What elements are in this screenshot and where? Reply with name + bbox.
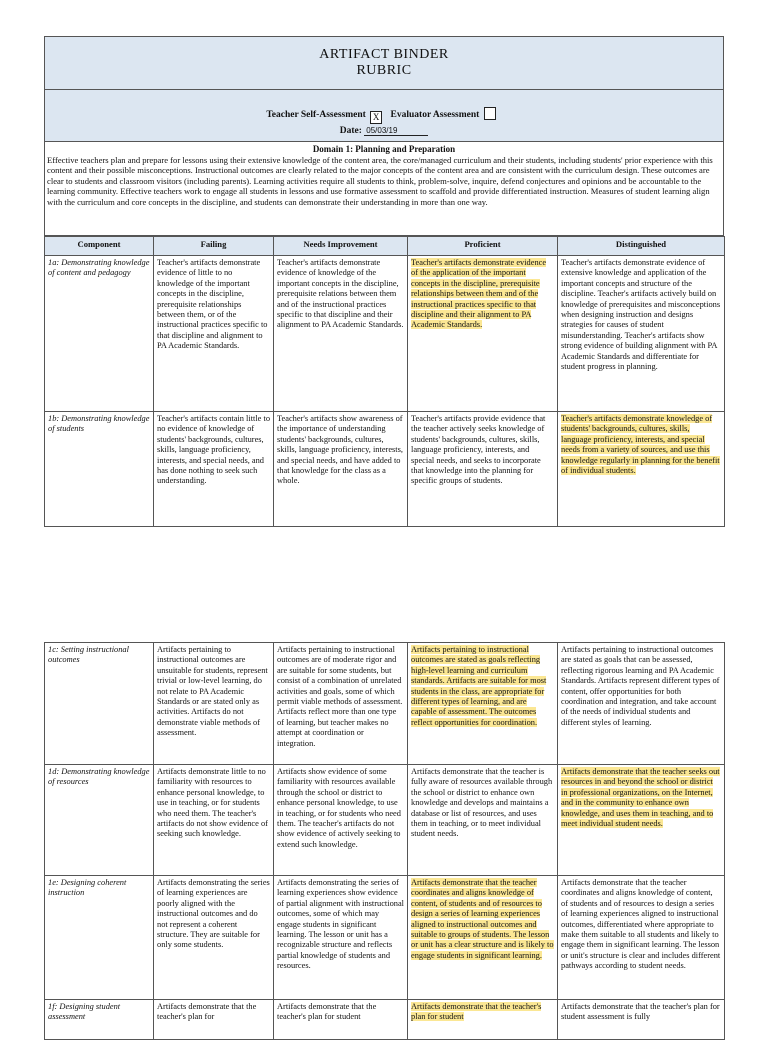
table-row [45, 1000, 725, 1040]
col-proficient: Proficient [408, 237, 558, 256]
needs-improvement-cell: Artifacts pertaining to instructional outcomes are of moderate rigor and are suitable for some students, but consist of a combination of unrelated activities and goals, some of which permit viable methods of assessment. Artifacts reflect more than one type of learning, but teacher makes no attempt at coordination or integration. [274, 643, 408, 765]
evaluator-assessment-checkbox[interactable] [484, 107, 496, 120]
proficient-cell: Artifacts demonstrate that the teacher coordinates and aligns knowledge of content, of students and of resources to design a series of learning experiences aligned to instructional outcomes and suitable to groups of students. The lesson or unit has a clear structure and is likely to engage students in significant learning. [408, 876, 558, 1000]
domain-description: Effective teachers plan and prepare for lessons using their extensive knowledge of the content area, the core/managed curriculum and their students, including students' prior experience with this content and their possible misconceptions. Instructional outcomes are clearly related to the major concepts of the content area and are consistent with the curriculum design. These outcomes are clear to students and classroom visitors (including parents). Learning activities require all students to think, problem-solve, inquire, defend conjectures and opinions and be accountable to the learning community. Effective teachers work to engage all students in lessons and use formative assessment to scaffold and provide differentiated instruction. Measures of student learning align with the curriculum and core concepts in the discipline, and students can demonstrate their understanding in more than one way. [47, 154, 713, 207]
distinguished-cell: Teacher's artifacts demonstrate evidence of extensive knowledge and application of the important concepts and structure of the discipline. Teacher's artifacts actively build on knowledge of prerequisites and misconceptions when designing instruction and designs strategies for causes of student misunderstanding. Teacher's artifacts show strong evidence of building alignment with PA Academic Standards and differentiate for student progress in planning. [558, 256, 725, 412]
self-assessment-label: Teacher Self-Assessment [266, 109, 366, 120]
date-field[interactable]: 05/03/19 [364, 126, 428, 136]
title-block [45, 37, 724, 90]
proficient-cell: Artifacts demonstrate that the teacher's plan for student [408, 1000, 558, 1040]
component-cell: 1c: Setting instructional outcomes [45, 643, 154, 765]
failing-cell: Artifacts demonstrate little to no familiarity with resources to enhance personal knowledge, to use in teaching, or for students who need them. The teacher's artifacts do not show evidence of seeking such knowledge. [154, 765, 274, 876]
failing-cell: Artifacts pertaining to instructional outcomes are unsuitable for students, represent trivial or low-level learning, do not relate to PA Academic Standards or are stated only as activities. Artifacts do not demonstrate viable methods of assessment. [154, 643, 274, 765]
col-failing: Failing [154, 237, 274, 256]
needs-improvement-cell: Artifacts show evidence of some familiarity with resources available through the school or district to enhance personal knowledge, to use in teaching, or for students who need them. The teacher's artifacts do not show evidence of actively seeking to extend such knowledge. [274, 765, 408, 876]
document-subtitle: RUBRIC [356, 63, 412, 78]
distinguished-cell: Artifacts demonstrate that the teacher coordinates and aligns knowledge of content, of students and of resources to design a series of learning experiences aligned to instructional outcomes, differentiated where appropriate to make them suitable to all students and likely to engage them in significant learning. The lesson or unit's structure is clear and includes different pathways according to student needs. [558, 876, 725, 1000]
component-cell: 1f: Designing student assessment [45, 1000, 154, 1040]
needs-improvement-cell: Teacher's artifacts show awareness of the importance of understanding students' backgrounds, cultures, skills, language proficiency, interests, and special needs, and have added to that knowledge for the class as a whole. [274, 412, 408, 527]
col-needs-improvement: Needs Improvement [274, 237, 408, 256]
failing-cell: Teacher's artifacts demonstrate evidence of little to no knowledge of the important concepts in the discipline, prerequisite relationships between them, or of the instructional practices specific to that discipline and alignment to PA Academic Standards. [154, 256, 274, 412]
rubric-table-2 [44, 642, 725, 1040]
failing-cell: Teacher's artifacts contain little to no evidence of knowledge of students' backgrounds, cultures, skills, language proficiency, interests, and special needs, and has done nothing to seek such understanding. [154, 412, 274, 527]
table-row [45, 765, 725, 876]
rubric-page-2 [44, 642, 724, 1040]
self-assessment-checkbox[interactable]: X [370, 111, 382, 124]
failing-cell: Artifacts demonstrating the series of learning experiences are poorly aligned with the instructional outcomes and do not represent a coherent structure. They are suitable for only some students. [154, 876, 274, 1000]
distinguished-cell: Teacher's artifacts demonstrate knowledge of students' backgrounds, cultures, skills, language proficiency, interests, and special needs from a variety of sources, and use this knowledge regularly in planning for the benefit of individual students. [558, 412, 725, 527]
failing-cell: Artifacts demonstrate that the teacher's plan for [154, 1000, 274, 1040]
distinguished-cell: Artifacts pertaining to instructional outcomes are stated as goals that can be assessed, reflecting rigorous learning and PA Academic Standards. Artifacts represent different types of content, offer opportunities for both coordination and integration, and take account of the needs of individual students and different styles of learning. [558, 643, 725, 765]
assessment-block [45, 90, 724, 142]
document-title: ARTIFACT BINDER [319, 47, 449, 62]
rubric-page-1 [44, 36, 724, 527]
table-row [45, 876, 725, 1000]
date-label: Date: [339, 125, 362, 136]
header-table [44, 36, 724, 236]
column-header-row [45, 237, 725, 256]
domain-block [45, 142, 724, 236]
distinguished-cell: Artifacts demonstrate that the teacher's plan for student assessment is fully [558, 1000, 725, 1040]
needs-improvement-cell: Artifacts demonstrate that the teacher's plan for student [274, 1000, 408, 1040]
col-component: Component [45, 237, 154, 256]
needs-improvement-cell: Artifacts demonstrating the series of learning experiences show evidence of partial alignment with instructional outcomes, some of which may engage students in significant learning. The lesson or unit has a recognizable structure and reflects partial knowledge of students and resources. [274, 876, 408, 1000]
distinguished-cell: Artifacts demonstrate that the teacher seeks out resources in and beyond the school or district in professional organizations, on the Internet, and in the community to enhance own knowledge, and uses them in teaching, and to meet individual student needs. [558, 765, 725, 876]
table-row [45, 412, 725, 527]
rubric-table-1 [44, 236, 725, 527]
table-row [45, 256, 725, 412]
component-cell: 1d: Demonstrating knowledge of resources [45, 765, 154, 876]
component-cell: 1e: Designing coherent instruction [45, 876, 154, 1000]
component-cell: 1b: Demonstrating knowledge of students [45, 412, 154, 527]
domain-title: Domain 1: Planning and Preparation [312, 144, 456, 154]
component-cell: 1a: Demonstrating knowledge of content and pedagogy [45, 256, 154, 412]
proficient-cell: Teacher's artifacts demonstrate evidence of the application of the important concepts in the discipline, prerequisite relationships between them and of the instructional practices specific to that discipline and their alignment to PA Academic Standards. [408, 256, 558, 412]
proficient-cell: Teacher's artifacts provide evidence that the teacher actively seeks knowledge of students' backgrounds, cultures, skills, language proficiency, interests, and special needs, and seeks to incorporate that knowledge into the planning for specific groups of students. [408, 412, 558, 527]
table-row [45, 643, 725, 765]
evaluator-assessment-label: Evaluator Assessment [390, 109, 480, 120]
proficient-cell: Artifacts pertaining to instructional outcomes are stated as goals reflecting high-level learning and curriculum standards. Artifacts are suitable for most students in the class, are appropriate for different types of learning, and are capable of assessment. The outcomes reflect opportunities for coordination. [408, 643, 558, 765]
proficient-cell: Artifacts demonstrate that the teacher is fully aware of resources available through the school or district to enhance own knowledge and develops and maintains a database or list of resources, and uses them in teaching, or to meet individual student needs. [408, 765, 558, 876]
needs-improvement-cell: Teacher's artifacts demonstrate evidence of knowledge of the important concepts in the discipline, prerequisite relations between them and of the instructional practices specific to that discipline and their alignment to PA Academic Standards. [274, 256, 408, 412]
col-distinguished: Distinguished [558, 237, 725, 256]
